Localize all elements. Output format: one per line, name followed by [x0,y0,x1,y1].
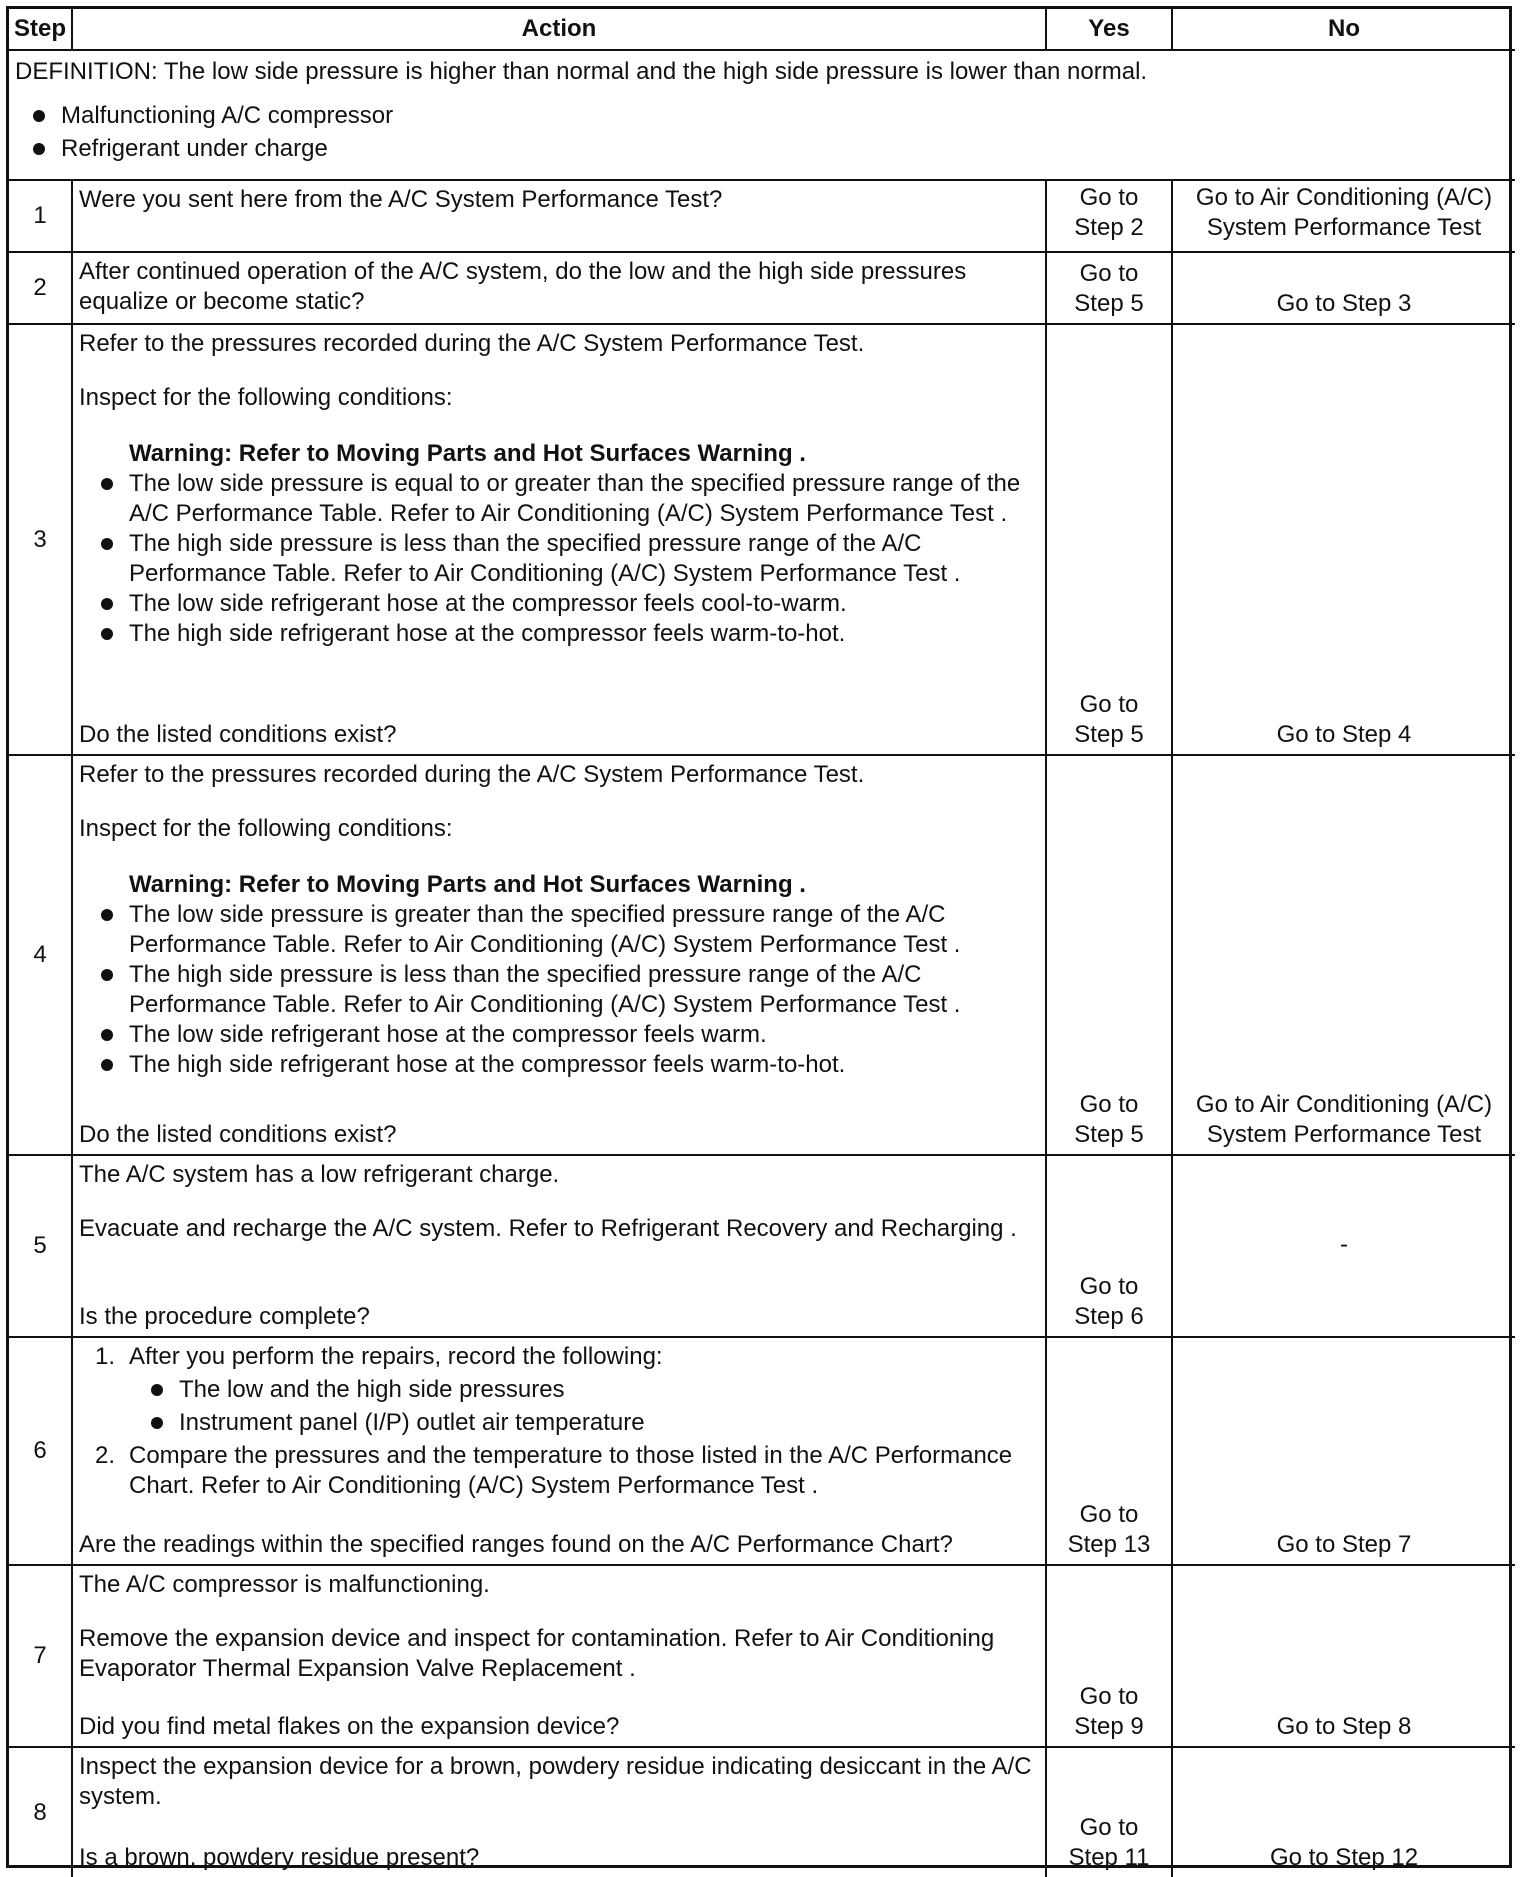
no-link[interactable]: Go to Step 8 [1276,1713,1412,1740]
yes-link[interactable]: Go to Step 5 [1074,260,1144,317]
step-number: 8 [9,1747,72,1877]
condition-item: The low side pressure is equal to or greater than the specified pressure range of the A/C Performance Table. Refer to Air Conditioning (A/C) System Performance Test . [79,469,1039,529]
step-number: 3 [9,324,72,755]
step-question: Are the readings within the specified ranges found on the A/C Performance Chart? [79,1531,953,1558]
step-question: After continued operation of the A/C system, do the low and the high side pressures equalize or become static? [79,258,967,315]
step-question: Do the listed conditions exist? [79,1121,397,1148]
action-cell [72,1337,1046,1565]
step-number: 6 [9,1337,72,1565]
yes-link[interactable]: Go to Step 2 [1074,184,1144,241]
step-intro: Inspect the expansion device for a brown, powdery residue indicating desiccant in the A/C system. [79,1753,1032,1810]
step-inspect: Inspect for the following conditions: [79,384,453,411]
yes-link[interactable]: Go to Step 13 [1067,1501,1151,1558]
warning-link[interactable]: Warning: Refer to Moving Parts and Hot Surfaces Warning . [129,440,806,467]
no-cell [1172,1155,1515,1337]
yes-cell [1046,252,1172,324]
definition-bullet: Refrigerant under charge [15,134,1509,164]
step-row-7 [9,1565,1515,1747]
condition-item: The high side pressure is less than the specified pressure range of the A/C Performance Table. Refer to Air Conditioning (A/C) System Performance Test . [79,529,1039,589]
yes-cell [1046,1565,1172,1747]
definition-row [9,50,1515,180]
step-question: Do the listed conditions exist? [79,721,397,748]
no-cell [1172,1747,1515,1877]
no-cell [1172,1337,1515,1565]
step-number: 2 [9,252,72,324]
record-item: The low and the high side pressures [79,1375,1039,1405]
no-link[interactable]: Go to Step 3 [1276,290,1412,317]
header-no: No [1172,9,1515,50]
step-question: Is the procedure complete? [79,1303,370,1330]
yes-cell [1046,755,1172,1155]
action-cell [72,180,1046,252]
no-link[interactable]: Go to Air Conditioning (A/C) System Performance Test [1195,184,1493,241]
step-row-2 [9,252,1515,324]
warning-link[interactable]: Warning: Refer to Moving Parts and Hot Surfaces Warning . [129,871,806,898]
yes-link[interactable]: Go to Step 5 [1074,1091,1144,1148]
definition-bullet: Malfunctioning A/C compressor [15,101,1509,131]
no-value: - [1340,1231,1348,1258]
yes-link[interactable]: Go to Step 11 [1068,1814,1150,1871]
yes-cell [1046,1155,1172,1337]
yes-cell [1046,180,1172,252]
condition-list [79,469,1039,649]
repair-step: 2. Compare the pressures and the temperature to those listed in the A/C Performance Chart. Refer to Air Conditioning (A/C) System Performance Test . [95,1442,1013,1499]
yes-link[interactable]: Go to Step 5 [1074,691,1144,748]
record-list [79,1375,1039,1438]
no-link[interactable]: Go to Step 4 [1276,721,1412,748]
definition-cell [9,50,1515,180]
action-cell [72,1155,1046,1337]
action-cell [72,252,1046,324]
condition-item: The low side pressure is greater than the specified pressure range of the A/C Performance Table. Refer to Air Conditioning (A/C) System Performance Test . [79,900,1039,960]
step-number: 5 [9,1155,72,1337]
no-link[interactable]: Go to Air Conditioning (A/C) System Performance Test [1195,1091,1493,1148]
step-number: 4 [9,755,72,1155]
yes-cell [1046,324,1172,755]
repair-step: 1. After you perform the repairs, record the following: The low and the high side pressures Instrument panel (I/P) outlet air temperature [79,1342,1039,1438]
step-intro: The A/C compressor is malfunctioning. [79,1571,490,1598]
action-cell [72,1565,1046,1747]
step-row-6 [9,1337,1515,1565]
action-cell [72,1747,1046,1877]
step-intro: Refer to the pressures recorded during the A/C System Performance Test. [79,330,865,357]
repair-steps [79,1342,1039,1501]
step-intro: The A/C system has a low refrigerant charge. [79,1161,560,1188]
no-cell [1172,324,1515,755]
step-number: 1 [9,180,72,252]
record-item: Instrument panel (I/P) outlet air temperature [79,1408,1039,1438]
step-inspect: Inspect for the following conditions: [79,815,453,842]
yes-cell [1046,1337,1172,1565]
condition-item: The high side pressure is less than the specified pressure range of the A/C Performance Table. Refer to Air Conditioning (A/C) System Performance Test . [79,960,1039,1020]
definition-bullets [15,101,1509,164]
no-cell [1172,252,1515,324]
action-cell [72,755,1046,1155]
condition-item: The low side refrigerant hose at the compressor feels cool-to-warm. [79,589,1039,619]
header-row [9,9,1515,50]
step-number: 7 [9,1565,72,1747]
step-row-8 [9,1747,1515,1877]
yes-link[interactable]: Go to Step 9 [1074,1683,1144,1740]
step-row-5 [9,1155,1515,1337]
no-cell [1172,180,1515,252]
action-cell [72,324,1046,755]
no-cell [1172,1565,1515,1747]
condition-item: The high side refrigerant hose at the compressor feels warm-to-hot. [79,619,1039,649]
step-question: Is a brown, powdery residue present? [79,1844,480,1871]
diagnostic-table-sheet [6,6,1512,1871]
header-step: Step [9,9,72,50]
diagnostic-table [9,9,1515,1877]
step-question: Did you find metal flakes on the expansion device? [79,1713,620,1740]
step-question: Were you sent here from the A/C System Performance Test? [79,186,723,213]
step-row-4 [9,755,1515,1155]
step-detail: Remove the expansion device and inspect for contamination. Refer to Air Conditioning Evaporator Thermal Expansion Valve Replacement . [79,1625,995,1682]
yes-cell [1046,1747,1172,1877]
yes-link[interactable]: Go to Step 6 [1074,1273,1144,1330]
step-detail: Evacuate and recharge the A/C system. Refer to Refrigerant Recovery and Recharging . [79,1215,1017,1242]
repair-step-text: After you perform the repairs, record the following: [129,1343,663,1370]
step-intro: Refer to the pressures recorded during the A/C System Performance Test. [79,761,865,788]
condition-item: The low side refrigerant hose at the compressor feels warm. [79,1020,1039,1050]
step-row-3 [9,324,1515,755]
no-link[interactable]: Go to Step 12 [1269,1844,1419,1871]
no-link[interactable]: Go to Step 7 [1276,1531,1412,1558]
repair-step-text: Compare the pressures and the temperature to those listed in the A/C Performance Chart. Refer to Air Conditioning (A/C) System Performance Test . [129,1442,1013,1499]
definition-text: DEFINITION: The low side pressure is higher than normal and the high side pressure is lower than normal. [15,58,1148,85]
condition-item: The high side refrigerant hose at the compressor feels warm-to-hot. [79,1050,1039,1080]
no-cell [1172,755,1515,1155]
header-yes: Yes [1046,9,1172,50]
header-action: Action [72,9,1046,50]
condition-list [79,900,1039,1080]
step-row-1 [9,180,1515,252]
